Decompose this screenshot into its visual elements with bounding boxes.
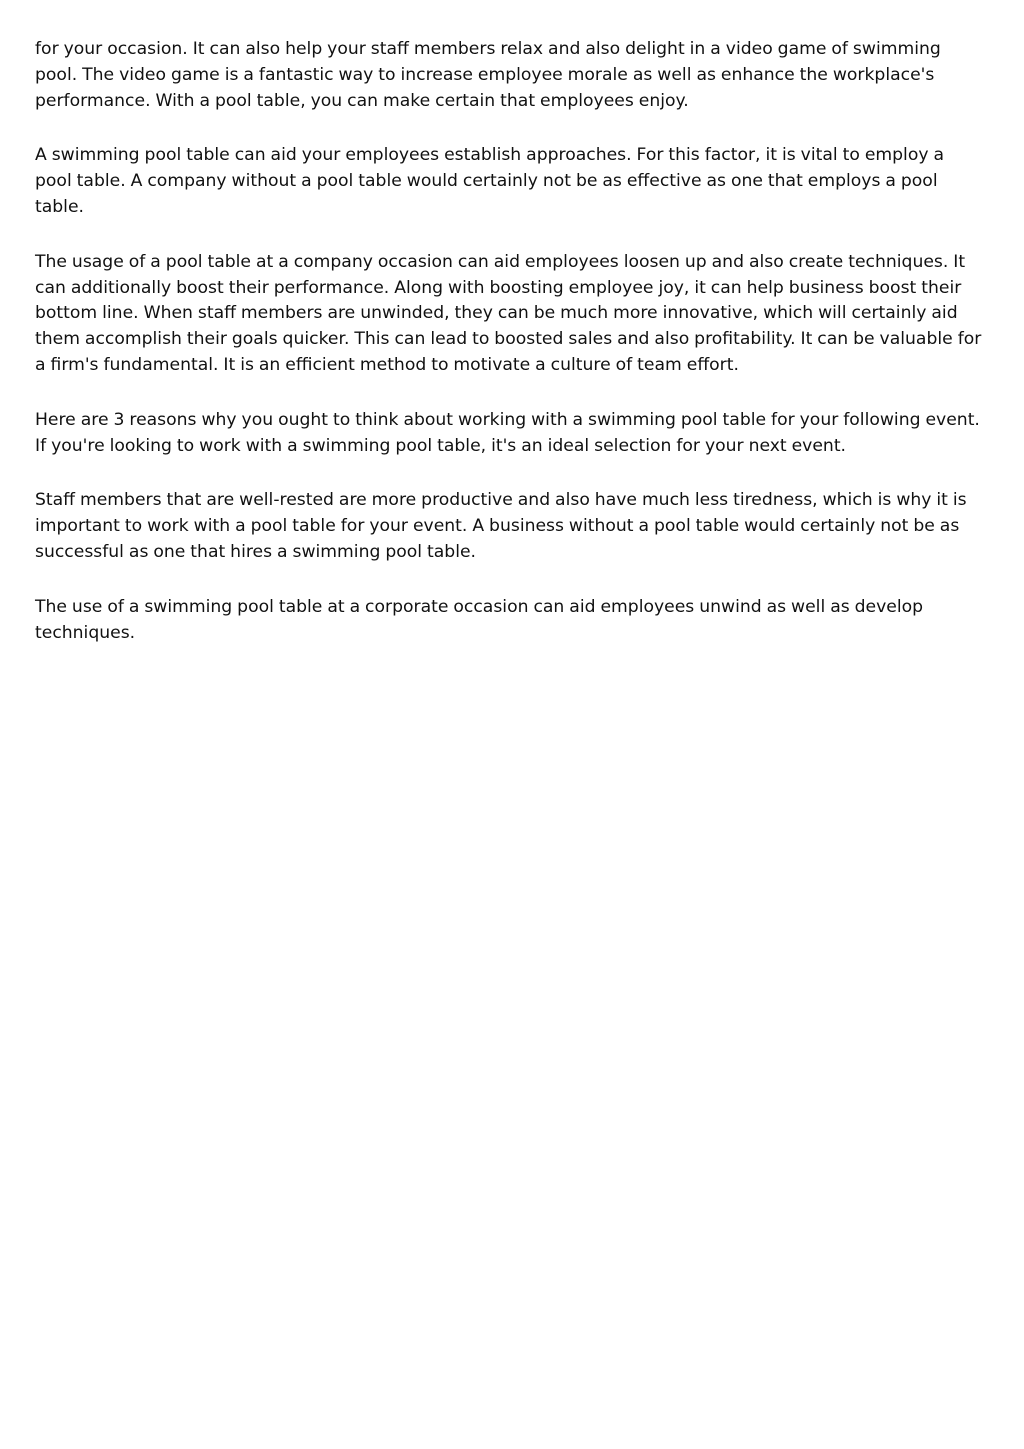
- paragraph-3: The usage of a pool table at a company occasion can aid employees loosen up and also create techniques. It can additionally boost their performance. Along with boosting employee joy, it can help business boost their bottom line. When staff members are unwinded, they can be much more innovative, which will certainly aid them accomplish their goals quicker. This can lead to boosted sales and also profitability. It can be valuable for a firm's fundamental. It is an efficient method to motivate a culture of team effort.: [35, 251, 982, 375]
- paragraph-5: Staff members that are well-rested are more productive and also have much less tiredness, which is why it is important to work with a pool table for your event. A business without a pool table would certainly not be as successful as one that hires a swimming pool table.: [35, 490, 967, 562]
- paragraph-1: for your occasion. It can also help your staff members relax and also delight in a video game of swimming pool. The video game is a fantastic way to increase employee morale as well as enhance the workplace's performance. With a pool table, you can make certain that employees enjoy.: [35, 39, 941, 111]
- paragraph-4: Here are 3 reasons why you ought to think about working with a swimming pool table for your following event. If you're looking to work with a swimming pool table, it's an ideal selection for your next event.: [35, 409, 980, 456]
- paragraph-6: The use of a swimming pool table at a corporate occasion can aid employees unwind as well as develop techniques.: [35, 596, 924, 643]
- paragraph-2: A swimming pool table can aid your employees establish approaches. For this factor, it is vital to employ a pool table. A company without a pool table would certainly not be as effective as one that employs a pool table.: [35, 145, 945, 217]
- document-body: [35, 37, 985, 675]
